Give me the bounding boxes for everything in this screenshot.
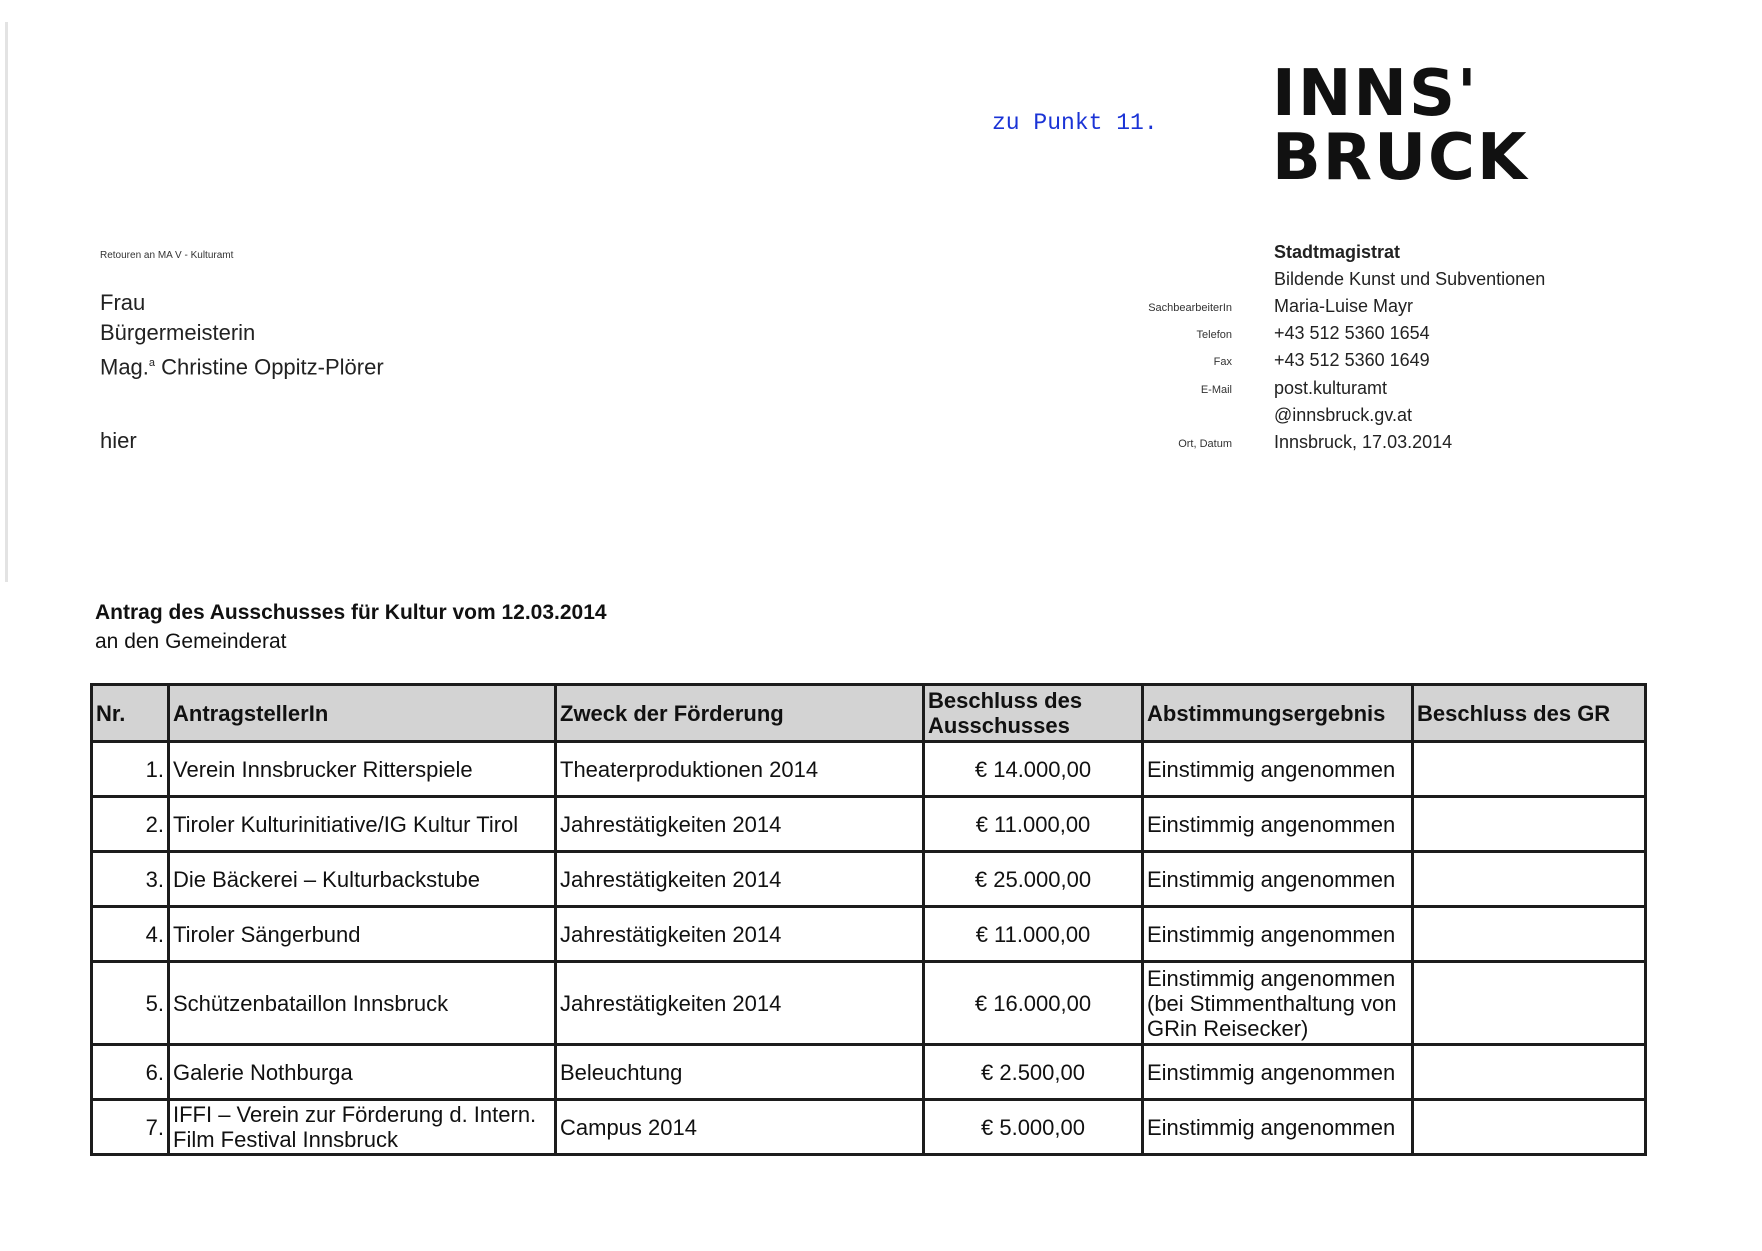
- cell-applicant: Galerie Nothburga: [169, 1045, 556, 1100]
- cell-council-decision: [1413, 962, 1646, 1045]
- header-committee-decision: Beschluss des Ausschusses: [924, 685, 1143, 742]
- sender-field-label: Fax: [1213, 356, 1232, 368]
- agenda-item-reference: zu Punkt 11.: [992, 110, 1158, 136]
- cell-council-decision: [1413, 852, 1646, 907]
- sender-field: [1100, 296, 1580, 322]
- cell-applicant: Tiroler Kulturinitiative/IG Kultur Tirol: [169, 797, 556, 852]
- innsbruck-logo: [1272, 57, 1529, 195]
- logo-line-2: BRUCK: [1272, 121, 1529, 195]
- cell-nr: 1.: [92, 742, 169, 797]
- table-row: [92, 1100, 1646, 1155]
- cell-amount: € 14.000,00: [924, 742, 1143, 797]
- cell-council-decision: [1413, 1100, 1646, 1155]
- table-row: [92, 1045, 1646, 1100]
- header-purpose: Zweck der Förderung: [556, 685, 924, 742]
- recipient-name: Christine Oppitz-Plörer: [155, 354, 384, 380]
- cell-amount: € 16.000,00: [924, 962, 1143, 1045]
- sender-field-value: post.kulturamt: [1274, 378, 1388, 398]
- header-vote-result: Abstimmungsergebnis: [1143, 685, 1413, 742]
- sender-field-value: @innsbruck.gv.at: [1274, 405, 1412, 425]
- sender-field-label: Telefon: [1196, 329, 1232, 341]
- sender-field: [1100, 432, 1580, 458]
- cell-result: Einstimmig angenommen: [1143, 797, 1413, 852]
- recipient-address: [100, 288, 384, 456]
- sender-field-value: Innsbruck, 17.03.2014: [1274, 432, 1453, 452]
- cell-council-decision: [1413, 742, 1646, 797]
- table-row: [92, 852, 1646, 907]
- recipient-prefix: Mag.: [100, 354, 149, 380]
- cell-council-decision: [1413, 907, 1646, 962]
- recipient-title: Bürgermeisterin: [100, 320, 256, 345]
- sender-field-label: SachbearbeiterIn: [1148, 302, 1232, 314]
- recipient-prefix-sup: a: [148, 357, 156, 369]
- cell-result: Einstimmig angenommen: [1143, 1045, 1413, 1100]
- cell-purpose: Campus 2014: [556, 1100, 924, 1155]
- header-nr: Nr.: [92, 685, 169, 742]
- logo-line-1: INNS': [1272, 57, 1479, 131]
- cell-amount: € 5.000,00: [924, 1100, 1143, 1155]
- table-header-row: [92, 685, 1646, 742]
- cell-applicant: Tiroler Sängerbund: [169, 907, 556, 962]
- cell-result: Einstimmig angenommen: [1143, 742, 1413, 797]
- cell-purpose: Jahrestätigkeiten 2014: [556, 962, 924, 1045]
- cell-amount: € 25.000,00: [924, 852, 1143, 907]
- subject-block: [95, 598, 607, 656]
- header-applicant: AntragstellerIn: [169, 685, 556, 742]
- grants-table: [90, 683, 1647, 1156]
- cell-council-decision: [1413, 797, 1646, 852]
- recipient-location: hier: [100, 428, 137, 454]
- sender-field: [1100, 405, 1580, 431]
- table-row: [92, 907, 1646, 962]
- cell-nr: 6.: [92, 1045, 169, 1100]
- cell-nr: 2.: [92, 797, 169, 852]
- sender-field: [1100, 378, 1580, 404]
- sender-org: Stadtmagistrat: [1274, 242, 1401, 262]
- subject-title: Antrag des Ausschusses für Kultur vom 12.03.2014: [95, 601, 607, 624]
- cell-applicant: IFFI – Verein zur Förderung d. Intern. Film Festival Innsbruck: [169, 1100, 556, 1155]
- header-council-decision: Beschluss des GR: [1413, 685, 1646, 742]
- return-address: Retouren an MA V - Kulturamt: [100, 250, 234, 261]
- cell-purpose: Jahrestätigkeiten 2014: [556, 852, 924, 907]
- sender-field-value: +43 512 5360 1654: [1274, 323, 1430, 343]
- sender-field-label: E-Mail: [1200, 384, 1232, 396]
- recipient-name-line: [100, 348, 384, 382]
- sender-field: [1100, 350, 1580, 376]
- cell-nr: 4.: [92, 907, 169, 962]
- cell-result: Einstimmig angenommen (bei Stimmenthaltung von GRin Reisecker): [1143, 962, 1413, 1045]
- cell-applicant: Verein Innsbrucker Ritterspiele: [169, 742, 556, 797]
- cell-amount: € 11.000,00: [924, 907, 1143, 962]
- sender-department: Bildende Kunst und Subventionen: [1274, 269, 1546, 289]
- cell-amount: € 11.000,00: [924, 797, 1143, 852]
- sender-field-value: Maria-Luise Mayr: [1274, 296, 1414, 316]
- cell-nr: 7.: [92, 1100, 169, 1155]
- cell-purpose: Jahrestätigkeiten 2014: [556, 797, 924, 852]
- table-row: [92, 962, 1646, 1045]
- cell-applicant: Die Bäckerei – Kulturbackstube: [169, 852, 556, 907]
- sender-field: [1100, 323, 1580, 349]
- sender-field-label: Ort, Datum: [1178, 438, 1232, 450]
- cell-purpose: Jahrestätigkeiten 2014: [556, 907, 924, 962]
- cell-result: Einstimmig angenommen: [1143, 1100, 1413, 1155]
- cell-amount: € 2.500,00: [924, 1045, 1143, 1100]
- cell-nr: 5.: [92, 962, 169, 1045]
- cell-council-decision: [1413, 1045, 1646, 1100]
- table-row: [92, 742, 1646, 797]
- table-row: [92, 797, 1646, 852]
- cell-nr: 3.: [92, 852, 169, 907]
- cell-result: Einstimmig angenommen: [1143, 907, 1413, 962]
- sender-field-value: +43 512 5360 1649: [1274, 350, 1430, 370]
- subject-addressee: an den Gemeinderat: [95, 630, 287, 653]
- sender-department-row: [1100, 269, 1580, 295]
- scan-edge-shadow: [5, 22, 8, 582]
- cell-purpose: Theaterproduktionen 2014: [556, 742, 924, 797]
- cell-purpose: Beleuchtung: [556, 1045, 924, 1100]
- recipient-salutation: Frau: [100, 290, 146, 315]
- cell-result: Einstimmig angenommen: [1143, 852, 1413, 907]
- cell-applicant: Schützenbataillon Innsbruck: [169, 962, 556, 1045]
